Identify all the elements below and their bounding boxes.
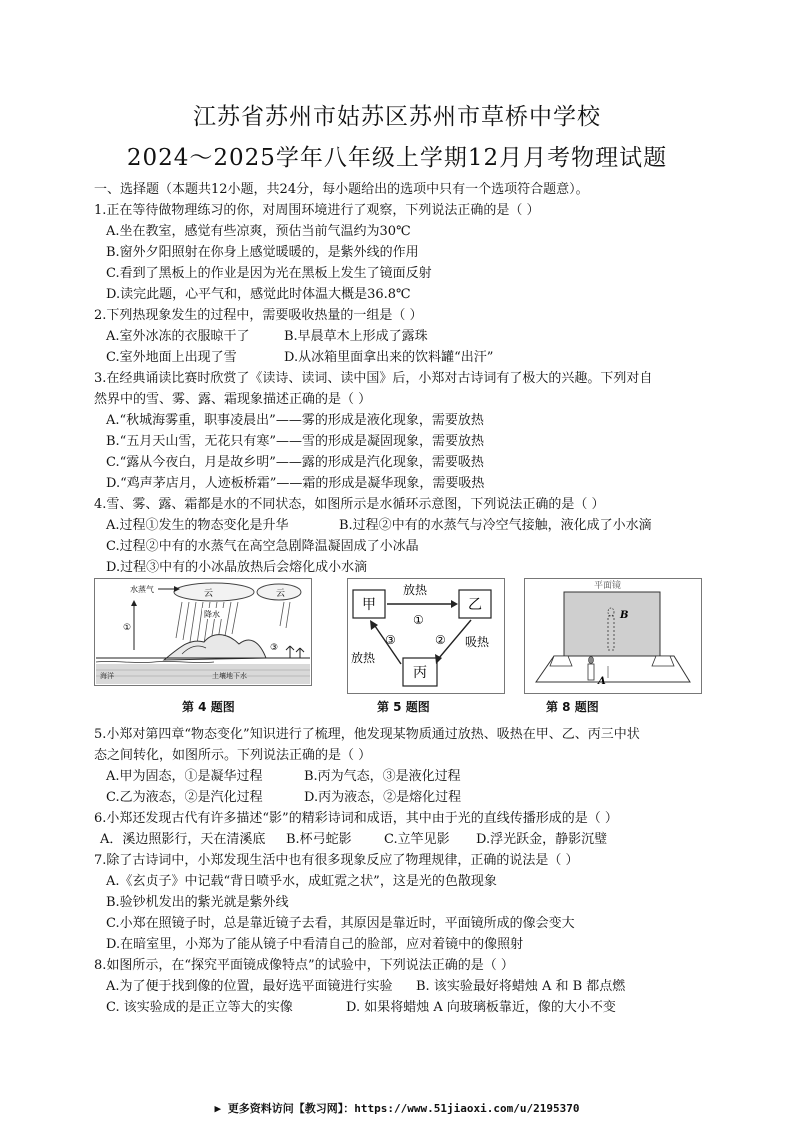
question-1-option-b: B.窗外夕阳照射在你身上感觉暖暖的，是紫外线的作用	[106, 245, 419, 260]
question-7-option-d: D.在暗室里，小郑为了能从镜子中看清自己的脸部，应对着镜中的像照射	[106, 937, 524, 952]
question-2-option-c: C.室外地面上出现了雪	[106, 350, 237, 365]
question-1-option-c: C.看到了黑板上的作业是因为光在黑板上发生了镜面反射	[106, 266, 432, 281]
question-8-options-ab	[94, 976, 714, 997]
figure-5-jia-label: 甲	[362, 597, 376, 613]
question-7-option-b: B.验钞机发出的紫光就是紫外线	[106, 895, 289, 910]
question-3-stem-line1: 3.在经典诵读比赛时欣赏了《读诗、读词、读中国》后，小郑对古诗词有了极大的兴趣。下列对自	[94, 371, 653, 386]
question-3-option-a: A.“秋城海雾重，职事凌晨出”——雾的形成是液化现象，需要放热	[106, 413, 484, 428]
question-8-option-a: A.为了便于找到像的位置，最好选平面镜进行实验	[106, 979, 393, 994]
figure-8-label-a: A	[598, 676, 606, 687]
question-4-option-a: A.过程①发生的物态变化是升华	[106, 518, 289, 533]
question-6-option-c: C.立竿见影	[384, 832, 450, 847]
figure-8-label-b: B	[620, 610, 629, 621]
question-2-option-b: B.早晨草木上形成了露珠	[284, 329, 428, 344]
question-2	[94, 305, 714, 368]
question-4	[94, 494, 714, 578]
question-4-stem: 4.雪、雾、露、霜都是水的不同状态，如图所示是水循环示意图，下列说法正确的是（ ）	[94, 497, 605, 512]
question-3-stem-line2: 然界中的雪、雾、露、霜现象描述正确的是（ ）	[94, 392, 372, 407]
question-6-option-b: B.杯弓蛇影	[286, 832, 352, 847]
question-5-option-c: C.乙为液态，②是汽化过程	[106, 790, 263, 805]
figure-5-yi-label: 乙	[468, 597, 482, 613]
figure-4-sea-label: 海洋	[100, 672, 114, 680]
question-5-options-ab	[94, 766, 714, 787]
figure-8-mirror-label: 平面镜	[594, 581, 622, 591]
question-7-stem: 7.除了古诗词中，小郑发现生活中也有很多现象反应了物理规律，正确的说法是（ ）	[94, 853, 579, 868]
question-7-option-a: A.《玄贞子》中记载“背日喷乎水，成虹霓之状”，这是光的色散现象	[106, 874, 497, 889]
question-3-option-c: C.“露从今夜白，月是故乡明”——露的形成是汽化现象，需要吸热	[106, 455, 484, 470]
question-2-option-a: A.室外冰冻的衣服晾干了	[106, 329, 250, 344]
figures-row	[94, 578, 704, 718]
question-5-stem-line2: 态之间转化，如图所示。下列说法正确的是（ ）	[94, 748, 372, 763]
figure-8-mirror-experiment	[524, 578, 702, 694]
figure-5-state-diagram	[347, 578, 505, 694]
section-header: 一、选择题（本题共12小题，共24分，每小题给出的选项中只有一个选项符合题意）。	[94, 182, 589, 197]
question-2-stem: 2.下列热现象发生的过程中，需要吸收热量的一组是（ ）	[94, 308, 423, 323]
question-6-options	[94, 829, 714, 850]
figure-4-vapor-label: 水蒸气	[130, 585, 154, 594]
question-8-option-b: B. 该实验最好将蜡烛 A 和 B 都点燃	[416, 979, 626, 994]
figure-4-water-cycle	[94, 578, 312, 686]
question-5	[94, 724, 714, 808]
figure-8-candle-a	[588, 664, 594, 680]
question-6-stem: 6.小郑还发现古代有许多描述“影”的精彩诗词和成语，其中由于光的直线传播形成的是（ ）	[94, 811, 618, 826]
question-8-option-c: C. 该实验成的是正立等大的实像	[106, 1000, 293, 1015]
figure-5-right-label: 吸热	[465, 635, 490, 649]
question-7-option-c: C.小郑在照镜子时，总是靠近镜子去看，其原因是靠近时，平面镜所成的像会变大	[106, 916, 575, 931]
figure-5-process-1: ①	[413, 613, 424, 627]
question-1	[94, 200, 714, 305]
exam-title-line2: 2024～2025学年八年级上学期12月月考物理试题	[126, 145, 668, 171]
figure-5-process-2: ②	[435, 633, 446, 647]
question-8-stem: 8.如图所示，在“探究平面镜成像特点”的试验中，下列说法正确的是（ ）	[94, 958, 514, 973]
figure-8-caption: 第 8 题图	[546, 700, 599, 714]
question-4-option-d: D.过程③中有的小冰晶放热后会熔化成小水滴	[106, 560, 368, 575]
figure-5-process-3: ③	[385, 633, 396, 647]
question-5-stem-line1: 5.小郑对第四章“物态变化”知识进行了梳理，他发现某物质通过放热、吸热在甲、乙、丙三中状	[94, 727, 640, 742]
figure-4-process-3: ③	[270, 643, 279, 653]
question-2-options-cd	[94, 347, 714, 368]
question-2-option-d: D.从冰箱里面拿出来的饮料罐“出汗”	[284, 350, 494, 365]
footer-link[interactable]: ▶ 更多资料访问【教习网】：https://www.51jiaoxi.com/u/2195370	[214, 1102, 580, 1115]
question-4-option-c: C.过程②中有的水蒸气在高空急剧降温凝固成了小冰晶	[106, 539, 419, 554]
question-5-option-b: B.丙为气态，③是液化过程	[304, 769, 461, 784]
question-6	[94, 808, 714, 850]
figure-4-ground-label: 土壤地下水	[212, 672, 247, 680]
question-8-option-d: D. 如果将蜡烛 A 向玻璃板靠近，像的大小不变	[346, 1000, 616, 1015]
question-5-option-d: D.丙为液态，②是熔化过程	[304, 790, 462, 805]
question-4-options-ab	[94, 515, 714, 536]
question-8-options-cd	[94, 997, 714, 1018]
figure-5-left-label: 放热	[351, 651, 376, 665]
question-3-option-b: B.“五月天山雪，无花只有寒”——雪的形成是凝固现象，需要放热	[106, 434, 484, 449]
question-1-stem: 1.正在等待做物理练习的你，对周围环境进行了观察，下列说法正确的是（ ）	[94, 203, 540, 218]
figure-4-cloud-label: 云	[204, 589, 214, 599]
figure-8-glass-plate	[564, 592, 660, 656]
question-3	[94, 368, 714, 494]
figure-4-caption: 第 4 题图	[182, 700, 235, 714]
question-5-option-a: A.甲为固态，①是凝华过程	[106, 769, 263, 784]
question-6-option-a: A．溪边照影行，天在清溪底	[100, 832, 266, 847]
question-3-option-d: D.“鸡声茅店月，人迹板桥霜”——霜的形成是凝华现象，需要吸热	[106, 476, 485, 491]
exam-title-line1: 江苏省苏州市姑苏区苏州市草桥中学校	[193, 104, 601, 130]
question-4-option-b: B.过程②中有的水蒸气与冷空气接触，液化成了小水滴	[339, 518, 652, 533]
figure-4-rain-label: 降水	[204, 610, 220, 619]
question-5-options-cd	[94, 787, 714, 808]
figure-4-cloud2-label: 云	[276, 589, 286, 599]
figure-4-process-1: ①	[123, 623, 132, 633]
figure-5-caption: 第 5 题图	[377, 700, 430, 714]
question-6-option-d: D.浮光跃金，静影沉璧	[476, 832, 608, 847]
figure-5-top-label: 放热	[403, 583, 428, 597]
question-1-option-a: A.坐在教室，感觉有些凉爽，预估当前气温约为30℃	[106, 224, 411, 239]
question-1-option-d: D.读完此题，心平气和，感觉此时体温大概是36.8℃	[106, 287, 411, 302]
question-2-options-ab	[94, 326, 714, 347]
question-8	[94, 955, 714, 1018]
figure-5-bing-label: 丙	[413, 665, 427, 681]
question-7	[94, 850, 714, 955]
